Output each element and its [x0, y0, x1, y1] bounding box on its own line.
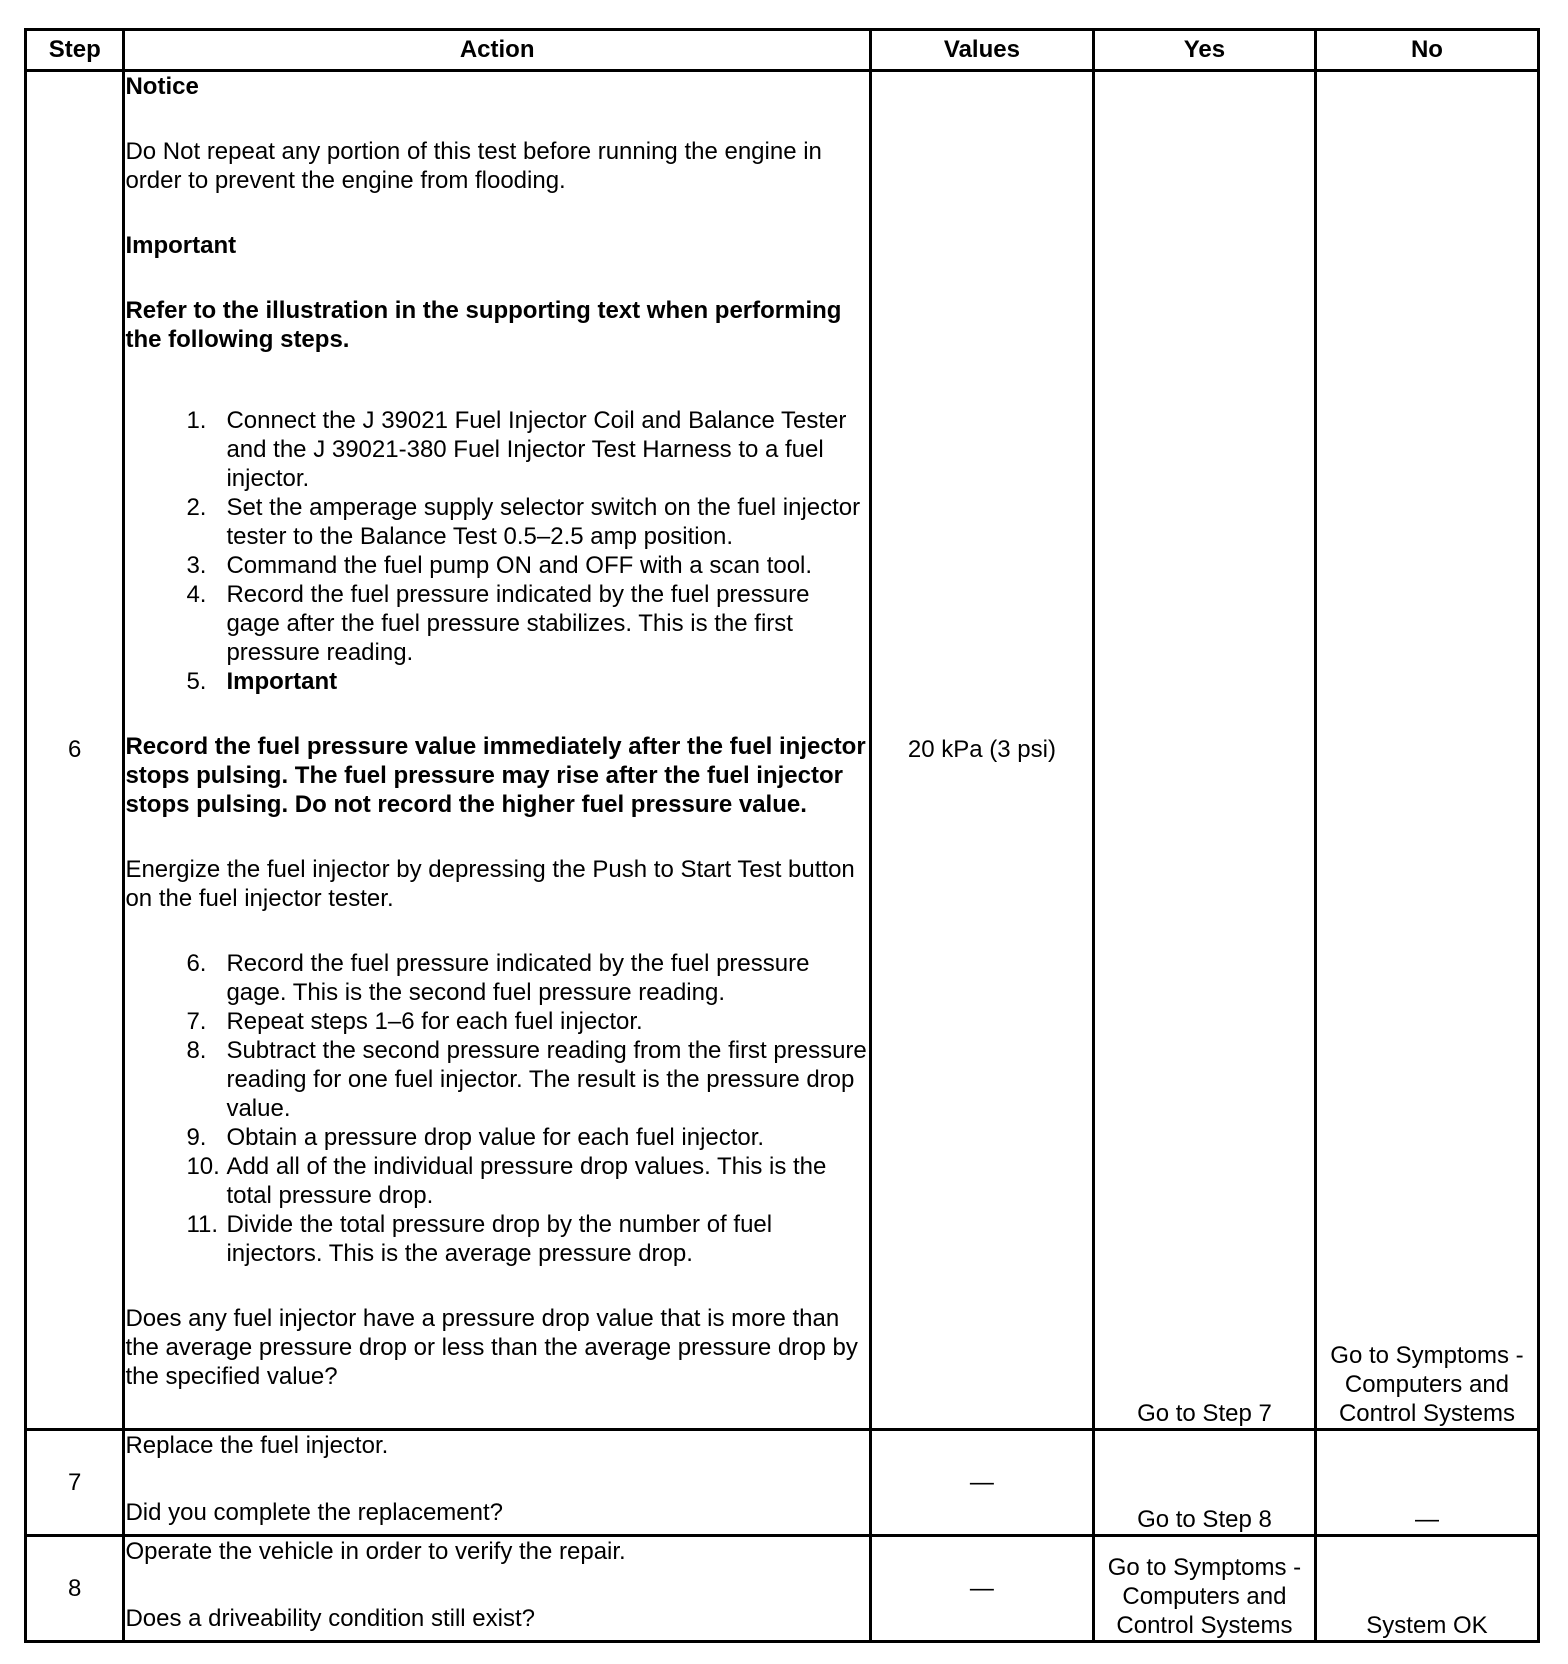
- list-item: 6. Record the fuel pressure indicated by the fuel pressure gage. This is the second fuel pressure reading.: [186, 950, 810, 1006]
- no-cell: Go to Symptoms - Computers and Control Systems: [1315, 71, 1538, 1430]
- header-row: [26, 30, 1539, 71]
- diagnostic-table: [24, 28, 1540, 1643]
- action-cell: [124, 1536, 870, 1642]
- table-row-step-6: [26, 71, 1539, 1430]
- list-item: 7. Repeat steps 1–6 for each fuel injector.: [186, 1008, 643, 1035]
- action-cell: [124, 71, 870, 1430]
- values-cell: —: [870, 1536, 1093, 1642]
- action-text: Replace the fuel injector.: [125, 1432, 389, 1459]
- header-action: Action: [124, 30, 870, 71]
- action-cell: [124, 1430, 870, 1536]
- step-number: 7: [26, 1430, 124, 1536]
- list-item: 8. Subtract the second pressure reading from the first pressure reading for one fuel injector. The result is the pressure drop value.: [186, 1037, 867, 1122]
- step5-important-text: Record the fuel pressure value immediately after the fuel injector stops pulsing. The fuel pressure may rise after the fuel injector stops pulsing. Do not record the higher fuel pressure value.: [125, 733, 866, 818]
- list-item: 11. Divide the total pressure drop by the number of fuel injectors. This is the average pressure drop.: [186, 1211, 773, 1267]
- important-text: Refer to the illustration in the supporting text when performing the following steps.: [125, 297, 842, 353]
- yes-cell: Go to Step 7: [1093, 71, 1315, 1430]
- values-cell: —: [870, 1430, 1093, 1536]
- header-values: Values: [870, 30, 1093, 71]
- table-row-step-8: [26, 1536, 1539, 1642]
- no-cell: —: [1315, 1430, 1538, 1536]
- procedure-list-continued: [125, 949, 868, 1268]
- notice-text: Do Not repeat any portion of this test before running the engine in order to prevent the engine from flooding.: [125, 138, 822, 194]
- list-item: 4. Record the fuel pressure indicated by the fuel pressure gage after the fuel pressure stabilizes. This is the first pressure reading.: [186, 581, 810, 666]
- question-text: Does any fuel injector have a pressure drop value that is more than the average pressure drop or less than the average pressure drop by the specified value?: [125, 1305, 858, 1390]
- header-no: No: [1315, 30, 1538, 71]
- table-row-step-7: [26, 1430, 1539, 1536]
- important-title: Important: [125, 232, 237, 259]
- list-item: 9. Obtain a pressure drop value for each fuel injector.: [186, 1124, 765, 1151]
- list-item: 5. Important: [186, 668, 338, 695]
- procedure-list: [125, 406, 868, 696]
- header-yes: Yes: [1093, 30, 1315, 71]
- list-item: 3. Command the fuel pump ON and OFF with a scan tool.: [186, 552, 813, 579]
- header-step: Step: [26, 30, 124, 71]
- yes-cell: Go to Step 8: [1093, 1430, 1315, 1536]
- list-item: 1. Connect the J 39021 Fuel Injector Coil and Balance Tester and the J 39021-380 Fuel Injector Test Harness to a fuel injector.: [186, 407, 847, 492]
- question-text: Did you complete the replacement?: [125, 1499, 503, 1526]
- step-number: 6: [26, 71, 124, 1430]
- notice-title: Notice: [125, 73, 199, 100]
- list-item: 10. Add all of the individual pressure drop values. This is the total pressure drop.: [186, 1153, 827, 1209]
- action-text: Operate the vehicle in order to verify the repair.: [125, 1538, 626, 1565]
- values-cell: 20 kPa (3 psi): [870, 71, 1093, 1430]
- question-text: Does a driveability condition still exist?: [125, 1605, 535, 1632]
- list-item: 2. Set the amperage supply selector switch on the fuel injector tester to the Balance Test 0.5–2.5 amp position.: [186, 494, 861, 550]
- yes-cell: Go to Symptoms - Computers and Control Systems: [1093, 1536, 1315, 1642]
- step5-text: Energize the fuel injector by depressing the Push to Start Test button on the fuel injector tester.: [125, 856, 855, 912]
- step-number: 8: [26, 1536, 124, 1642]
- no-cell: System OK: [1315, 1536, 1538, 1642]
